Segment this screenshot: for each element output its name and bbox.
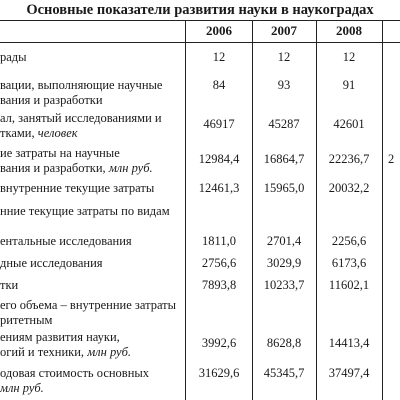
row-label: нние текущие затраты по видам bbox=[0, 204, 170, 218]
table-cell: 12 bbox=[342, 50, 356, 64]
table-cell: 22236,7 bbox=[328, 152, 370, 166]
row-label-cont: вания и разработки, млн руб. bbox=[0, 161, 153, 175]
row-label-cont bbox=[0, 381, 184, 396]
table-cell: 1811,0 bbox=[202, 234, 236, 248]
table-cell: 42601 bbox=[333, 117, 365, 131]
table-cell: 2756,6 bbox=[201, 256, 237, 270]
col-divider bbox=[382, 20, 383, 400]
table-cell: 7893,8 bbox=[201, 278, 237, 292]
table-cell: 2 bbox=[388, 152, 395, 166]
table-cell: 45287 bbox=[268, 117, 300, 131]
unit-label: млн руб. bbox=[0, 381, 44, 395]
row-label: ениям развития науки, bbox=[0, 330, 120, 344]
row-label: одовая стоимость основных bbox=[0, 366, 150, 380]
row-label-cont: вания и разработки bbox=[0, 93, 103, 107]
row-label: ие затраты на научные bbox=[0, 146, 120, 160]
row-label: ентальные исследования bbox=[0, 234, 132, 248]
unit-label: человек bbox=[37, 126, 78, 140]
row-label: внутренние текущие затраты bbox=[0, 181, 155, 195]
table-cell: 31629,6 bbox=[198, 366, 240, 380]
column-header-2006: 2006 bbox=[206, 23, 232, 38]
header-bottom-border bbox=[0, 42, 400, 43]
table-cell: 84 bbox=[212, 78, 226, 92]
table-cell: 3029,9 bbox=[266, 256, 302, 270]
row-label: вации, выполняющие научные bbox=[0, 78, 163, 92]
table-cell: 11602,1 bbox=[328, 278, 370, 292]
table-cell: 10233,7 bbox=[263, 278, 305, 292]
table-title: Основные показатели развития науки в наукоградах bbox=[26, 2, 374, 18]
row-label: ал, занятый исследованиями и bbox=[0, 111, 162, 125]
table-cell: 91 bbox=[342, 78, 356, 92]
row-label-cont: огий и техники, млн руб. bbox=[0, 345, 131, 359]
table-cell: 37497,4 bbox=[328, 366, 370, 380]
row-label-cont: ритетным bbox=[0, 313, 53, 327]
row-label-cont: тками, человек bbox=[0, 126, 78, 140]
table-cell: 16864,7 bbox=[263, 152, 305, 166]
table-cell: 8628,8 bbox=[266, 336, 302, 350]
table-cell: 12 bbox=[212, 50, 226, 64]
column-header-2008: 2008 bbox=[336, 23, 362, 38]
row-label: дные исследования bbox=[0, 256, 103, 270]
row-label: тки bbox=[0, 278, 19, 292]
table-cell: 12461,3 bbox=[198, 181, 240, 195]
column-header-2007: 2007 bbox=[271, 23, 297, 38]
table-cell: 12 bbox=[277, 50, 291, 64]
table-cell: 2256,6 bbox=[331, 234, 367, 248]
table-cell: 6173,6 bbox=[331, 256, 367, 270]
table-top-border bbox=[0, 20, 400, 21]
table-cell: 3992,6 bbox=[201, 336, 237, 350]
table-cell: 20032,2 bbox=[328, 181, 370, 195]
table-cell: 2701,4 bbox=[266, 234, 302, 248]
unit-label: млн руб. bbox=[87, 345, 131, 359]
unit-label: млн руб. bbox=[108, 161, 153, 175]
table-cell: 15965,0 bbox=[263, 181, 305, 195]
table-cell: 12984,4 bbox=[198, 152, 240, 166]
table-cell: 45345,7 bbox=[263, 366, 305, 380]
table-cell: 93 bbox=[277, 78, 291, 92]
row-label: его объема – внутренние затраты bbox=[0, 298, 177, 312]
row-label: рады bbox=[0, 50, 27, 64]
table-cell: 14413,4 bbox=[328, 336, 370, 350]
table-cell: 46917 bbox=[203, 117, 235, 131]
